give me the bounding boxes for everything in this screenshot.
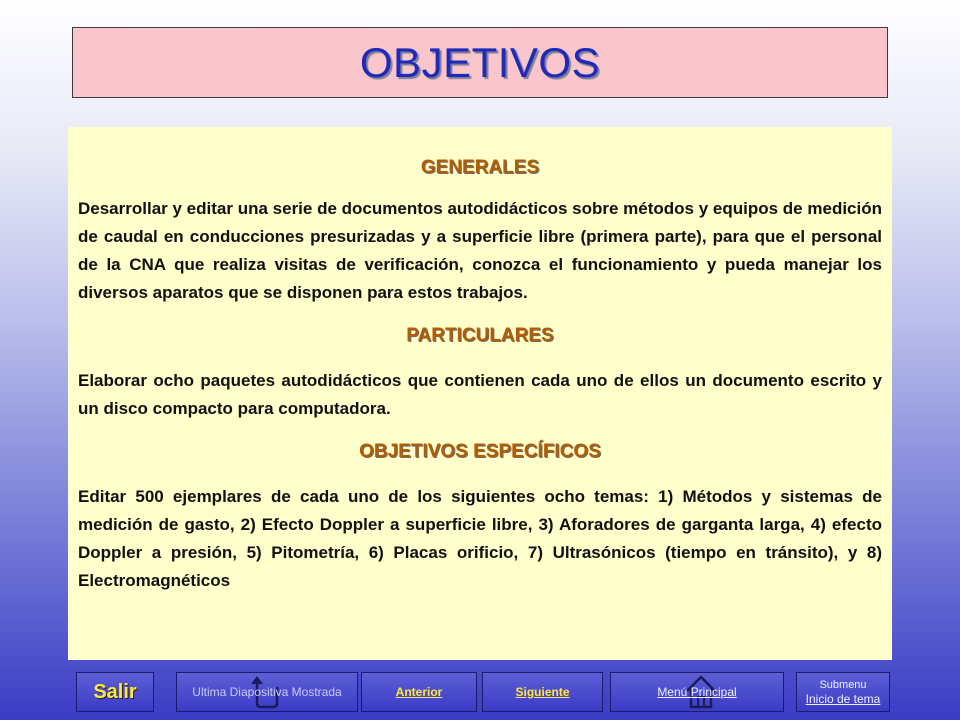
objectives-panel <box>68 127 892 660</box>
previous-button[interactable] <box>361 672 477 712</box>
salir-button[interactable] <box>76 672 154 712</box>
text-particulares: Elaborar ocho paquetes autodidácticos que contienen cada uno de ellos un documento escrito y un disco compacto para computadora. <box>78 371 882 418</box>
submenu-label: Submenu <box>819 679 867 691</box>
topic-start-label: Inicio de tema <box>805 692 881 706</box>
text-generales: Desarrollar y editar una serie de documentos autodidácticos sobre métodos y equipos de medición de caudal en conducciones presurizadas y a superficie libre (primera parte), para que el personal de la CNA que realiza visitas de verificación, conozca el funcionamiento y pueda manejar los diversos aparatos que se disponen para estos trabajos. <box>78 199 882 302</box>
next-label: Siguiente <box>515 685 570 699</box>
salir-label: Salir <box>93 680 137 703</box>
heading-generales: GENERALES <box>420 157 540 178</box>
submenu-button[interactable] <box>796 672 890 712</box>
next-button[interactable] <box>482 672 603 712</box>
heading-particulares: PARTICULARES <box>406 325 554 346</box>
main-menu-button[interactable] <box>610 672 784 712</box>
main-menu-label: Menú Principal <box>657 685 737 699</box>
last-slide-label: Ultima Diapositiva Mostrada <box>192 685 342 699</box>
heading-especificos: OBJETIVOS ESPECÍFICOS <box>359 441 601 462</box>
title-banner <box>72 27 888 98</box>
page-title: OBJETIVOS <box>359 38 601 86</box>
text-especificos: Editar 500 ejemplares de cada uno de los siguientes ocho temas: 1) Métodos y sistemas de medición de gasto, 2) Efecto Doppler a superficie libre, 3) Aforadores de garganta larga, 4) efecto Doppler a presión, 5) Pitometría, 6) Placas orificio, 7) Ultrasónicos (tiempo en tránsito), y 8) Electromagnéticos <box>78 487 882 590</box>
previous-label: Anterior <box>395 685 443 699</box>
last-slide-button[interactable] <box>176 672 358 712</box>
